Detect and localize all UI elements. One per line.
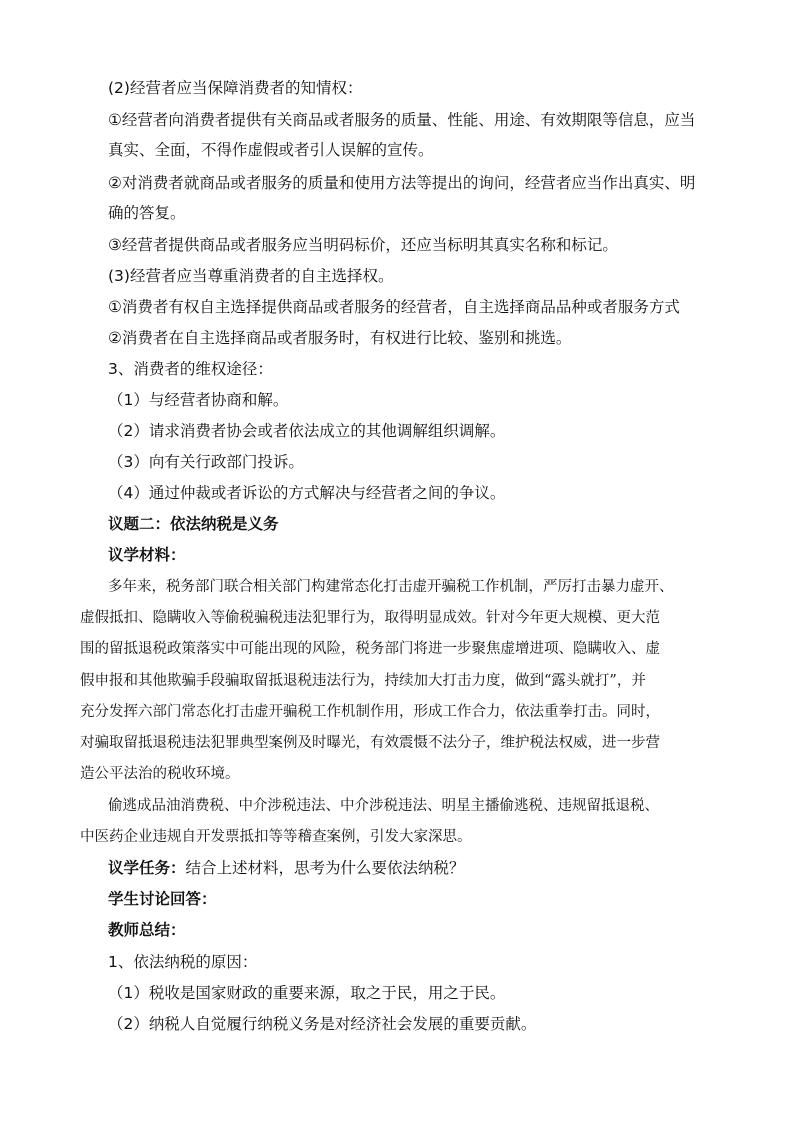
material-para1-line5: 充分发挥六部门常态化打击虚开骗税工作机制作用，形成工作合力，依法重拳打击。同时， — [80, 704, 660, 720]
rights-item-4: （4）通过仲裁或者诉讼的方式解决与经营者之间的争议。 — [108, 484, 506, 502]
consent-item1-line1: ①经营者向消费者提供有关商品或者服务的质量、性能、用途、有效期限等信息，应当 — [108, 111, 696, 129]
rights-item-3: （3）向有关行政部门投诉。 — [108, 453, 304, 471]
consent-item1-line2: 真实、全面，不得作虚假或者引人误解的宣传。 — [108, 141, 434, 159]
choice-item2: ②消费者在自主选择商品或者服务时，有权进行比较、鉴别和挑选。 — [108, 329, 572, 347]
teacher-summary-label: 教师总结： — [108, 921, 186, 939]
rights-heading: 3、消费者的维权途径： — [108, 360, 273, 378]
topic2-title: 议题二：依法纳税是义务 — [108, 515, 279, 533]
material-para1-line7: 造公平法治的税收环境。 — [80, 766, 240, 782]
task-line — [108, 858, 465, 878]
material-para1-line4: 假申报和其他欺骗手段骗取留抵退税违法行为，持续加大打击力度，做到“露头就打”，并 — [80, 673, 646, 689]
rights-item-1: （1）与经营者协商和解。 — [108, 391, 289, 409]
consent-item2-line2: 确的答复。 — [108, 204, 186, 222]
task-label: 议学任务： — [108, 859, 186, 877]
material-para1-line3: 围的留抵退税政策落实中可能出现的风险，税务部门将进一步聚焦虚增进项、隐瞒收入、虚 — [80, 641, 660, 657]
reasons-heading: 1、依法纳税的原因： — [108, 953, 258, 971]
consent-heading: (2)经营者应当保障消费者的知情权： — [108, 79, 363, 97]
material-para1-line1: 多年来，税务部门联合相关部门构建常态化打击虚开骗税工作机制，严厉打击暴力虚开、 — [108, 579, 674, 595]
reason-item-1: （1）税收是国家财政的重要来源，取之于民，用之于民。 — [108, 984, 506, 1002]
material-para1-line2: 虚假抵扣、隐瞒收入等偷税骗税违法犯罪行为，取得明显成效。针对今年更大规模、更大范 — [80, 610, 660, 626]
rights-item-2: （2）请求消费者协会或者依法成立的其他调解组织调解。 — [108, 422, 506, 440]
task-text: 结合上述材料，思考为什么要依法纳税？ — [185, 859, 465, 877]
material-para2-line1: 偷逃成品油消费税、中介涉税违法、中介涉税违法、明星主播偷逃税、违规留抵退税、 — [108, 798, 659, 814]
material-para2-line2: 中医药企业违规自开发票抵扣等等稽查案例，引发大家深思。 — [80, 829, 472, 845]
consent-item3: ③经营者提供商品或者服务应当明码标价，还应当标明其真实名称和标记。 — [108, 236, 618, 254]
material-label: 议学材料： — [108, 546, 186, 564]
reason-item-2: （2）纳税人自觉履行纳税义务是对经济社会发展的重要贡献。 — [108, 1015, 537, 1033]
material-para1-line6: 对骗取留抵退税违法犯罪典型案例及时曝光，有效震慑不法分子，维护税法权威，进一步营 — [80, 735, 660, 751]
choice-item1: ①消费者有权自主选择提供商品或者服务的经营者，自主选择商品品种或者服务方式 — [108, 298, 680, 316]
discussion-label: 学生讨论回答： — [108, 890, 217, 908]
choice-heading: (3)经营者应当尊重消费者的自主选择权。 — [108, 267, 394, 285]
consent-item2-line1: ②对消费者就商品或者服务的质量和使用方法等提出的询问，经营者应当作出真实、明 — [108, 174, 696, 192]
